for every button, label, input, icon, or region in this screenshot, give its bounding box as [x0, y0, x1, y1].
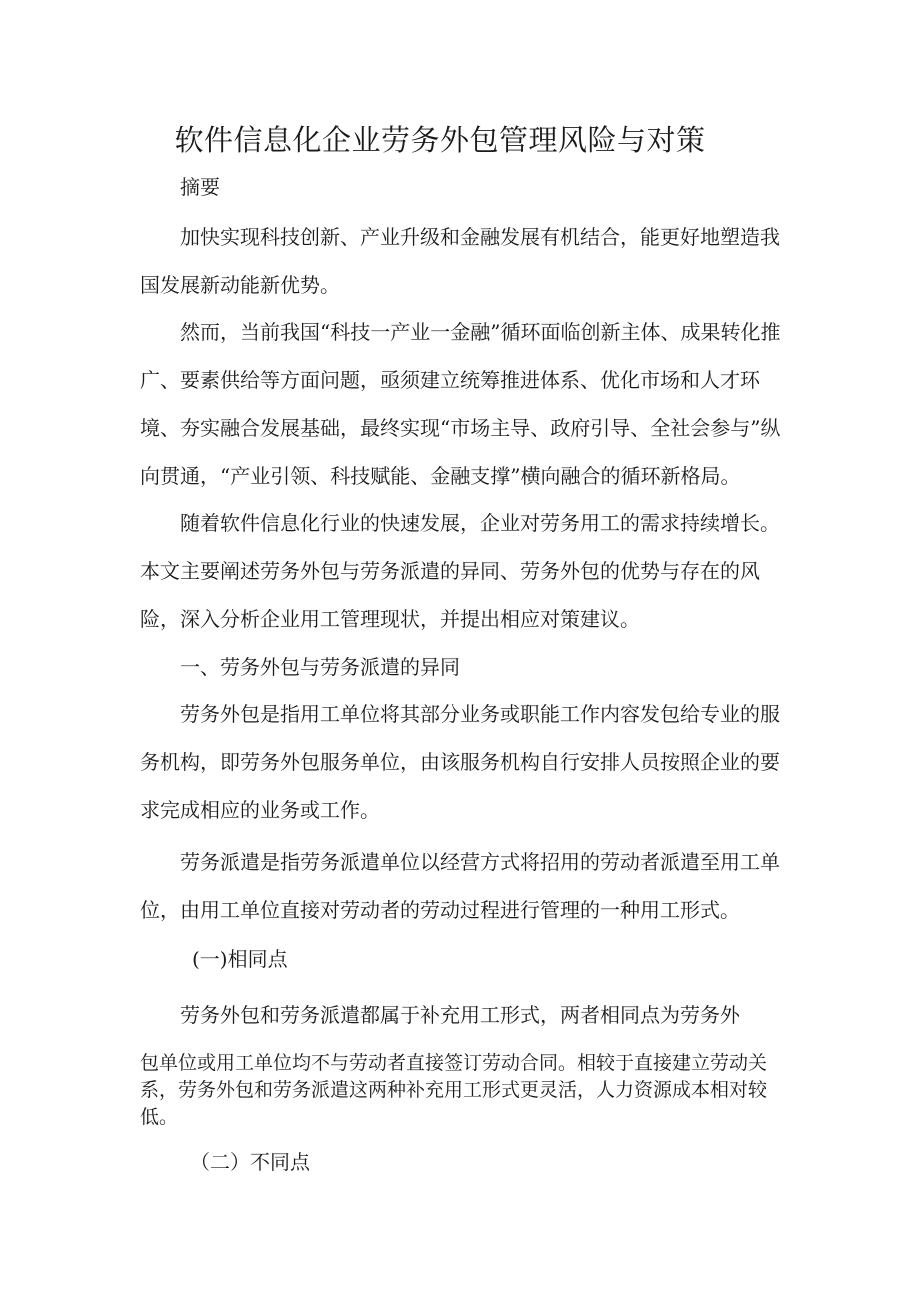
paragraph-4: [140, 690, 785, 834]
paragraph-5-text: 劳务派遣是指劳务派遣单位以经营方式将招用的劳动者派遣至用工单位，由用工单位直接对劳动者的劳动过程进行管理的一种用工形式。: [140, 850, 780, 922]
paragraph-4-text: 劳务外包是指用工单位将其部分业务或职能工作内容发包给专业的服务机构，即劳务外包服务单位，由该服务机构自行安排人员按照企业的要求完成相应的业务或工作。: [140, 702, 780, 822]
paragraph-2-text: 然而，当前我国“科技一产业一金融”循环面临创新主体、成果转化推广、要素供给等方面问题，亟须建立统筹推进体系、优化市场和人才环境、夯实融合发展基础，最终实现“市场主导、政府引导、全社会参与”纵向贯通，“产业引领、科技赋能、金融支撑”横向融合的循环新格局。: [140, 320, 781, 488]
paragraph-1: [140, 213, 785, 309]
document-title: 软件信息化企业劳务外包管理风险与对策: [174, 123, 706, 157]
abstract-label: 摘要: [180, 175, 220, 199]
subsection-1-heading: (一)相同点: [192, 947, 288, 971]
paragraph-3: [140, 499, 785, 643]
subsection-2-heading: （二）不同点: [190, 1150, 310, 1174]
paragraph-2: [140, 308, 785, 500]
paragraph-6-continuation: 包单位或用工单位均不与劳动者直接签订劳动合同。相较于直接建立劳动关系，劳务外包和劳务派遣这两种补充用工形式更灵活，人力资源成本相对较低。: [140, 1052, 768, 1128]
paragraph-6-first-line: 劳务外包和劳务派遣都属于补充用工形式，两者相同点为劳务外: [180, 1003, 740, 1027]
section-1-heading: 一、劳务外包与劳务派遣的异同: [180, 655, 460, 679]
paragraph-5: [140, 838, 785, 934]
paragraph-3-text: 随着软件信息化行业的快速发展，企业对劳务用工的需求持续增长。本文主要阐述劳务外包与劳务派遣的异同、劳务外包的优势与存在的风险，深入分析企业用工管理现状，并提出相应对策建议。: [140, 511, 780, 631]
paragraph-1-text: 加快实现科技创新、产业升级和金融发展有机结合，能更好地塑造我国发展新动能新优势。: [140, 225, 780, 297]
